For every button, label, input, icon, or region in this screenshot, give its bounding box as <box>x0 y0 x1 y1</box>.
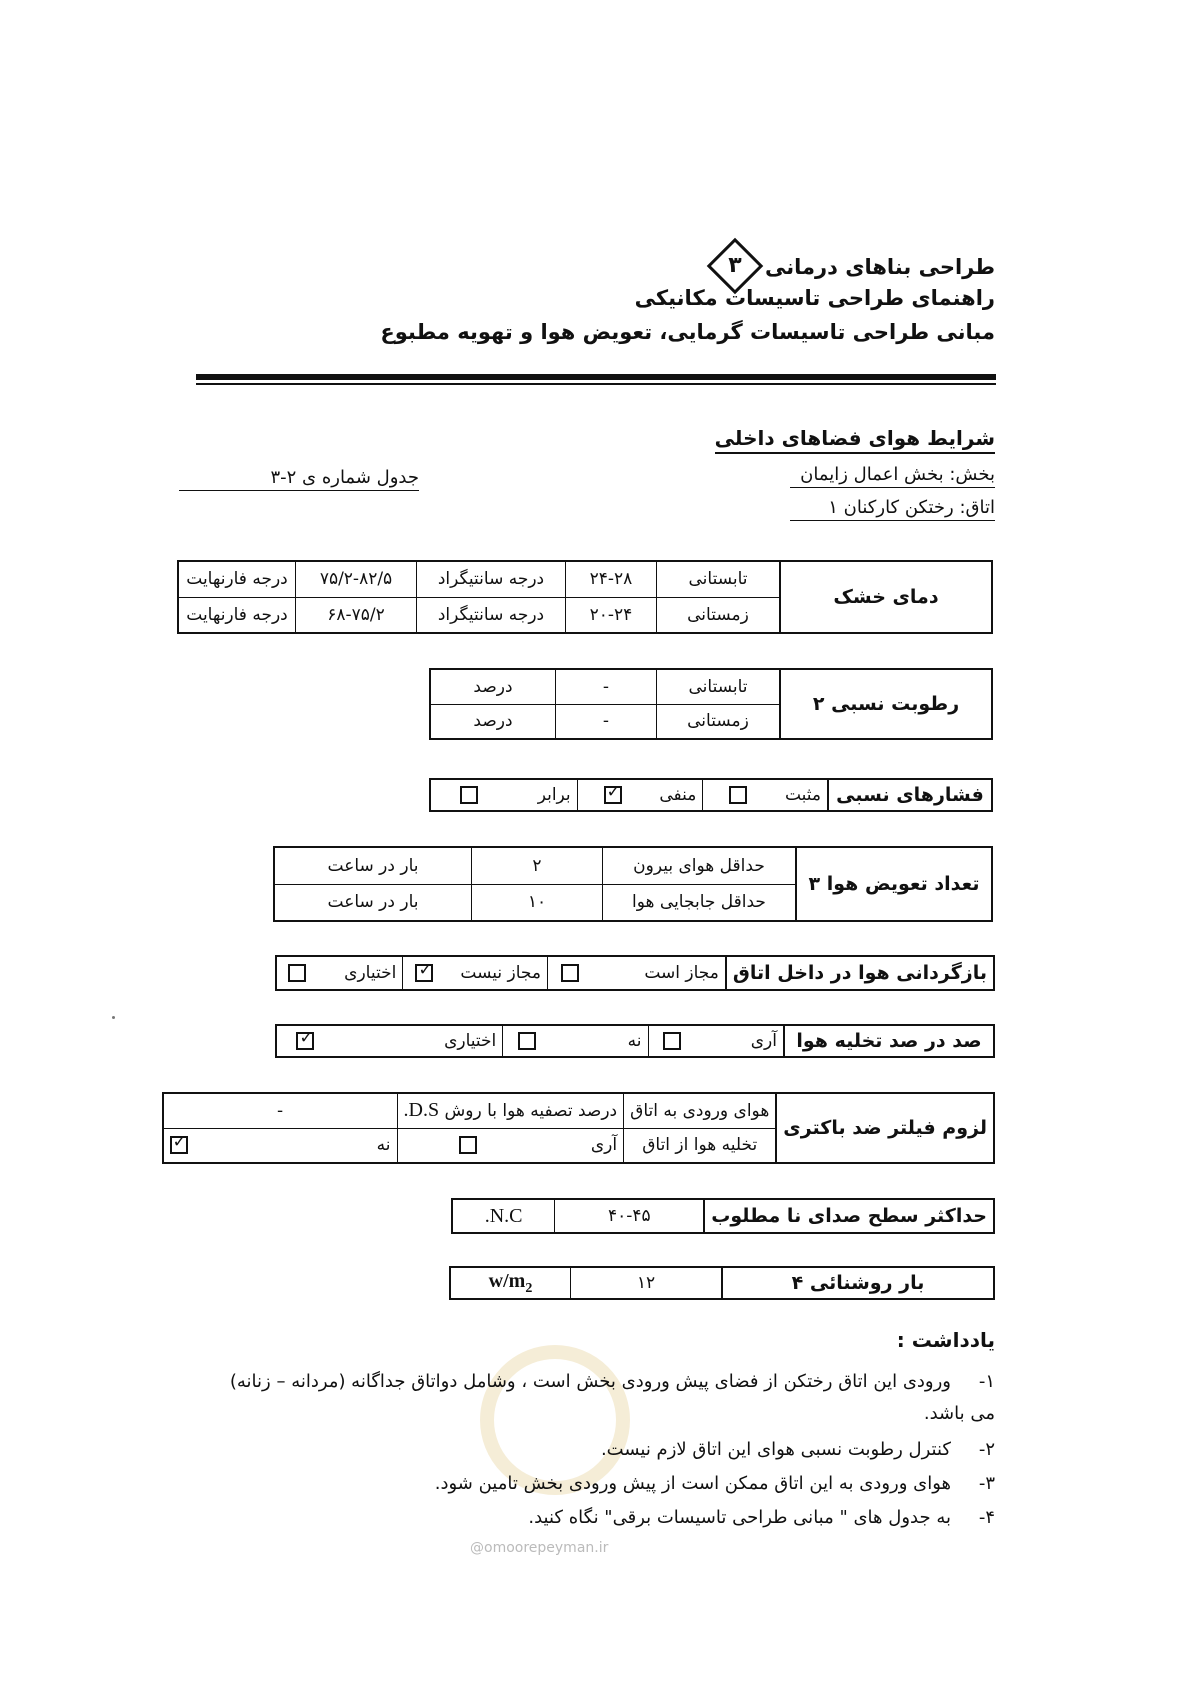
air-change-title: تعداد تعویض هوا ۳ <box>796 847 992 921</box>
header-title-3: مبانی طراحی تاسیسات گرمایی، تعویض هوا و تهویه مطبوع <box>380 320 995 344</box>
note-item: ۲-کنترل رطوبت نسبی هوای این اتاق لازم نیست. <box>600 1439 995 1460</box>
celsius-summer: ۲۴-۲۸ <box>566 561 657 597</box>
celsius-unit: درجه سانتیگراد <box>417 597 566 633</box>
air-change-unit: بار در ساعت <box>274 847 472 884</box>
exhaust-option-yes: آری <box>648 1025 784 1057</box>
exhaust-option-no: نه <box>503 1025 648 1057</box>
filter-inlet-label: هوای ورودی به اتاق <box>624 1093 777 1128</box>
recirculation-option-allowed: مجاز است <box>548 956 726 990</box>
pressure-table <box>429 778 993 812</box>
season-summer: تابستانی <box>657 561 781 597</box>
note-item: ۱-ورودی این اتاق رختکن از فضای پیش ورودی بخش است ، وشامل دواتاق جداگانه (مردانه – زنانه) می باشد. <box>229 1371 995 1424</box>
chapter-badge: ۳ <box>706 238 763 295</box>
dry-temp-title: دمای خشک <box>780 561 992 633</box>
min-outdoor-air-label: حداقل هوای بیرون <box>603 847 797 884</box>
pressure-option-equal: برابر <box>430 779 577 811</box>
humidity-summer-value: - <box>556 669 657 704</box>
pressure-title: فشارهای نسبی <box>828 779 992 811</box>
noise-unit: N.C. <box>452 1199 555 1233</box>
fahrenheit-summer: ۷۵/۲-۸۲/۵ <box>296 561 417 597</box>
pressure-equal-checkbox[interactable] <box>460 786 478 804</box>
filter-inlet-value: - <box>163 1093 398 1128</box>
min-outdoor-air-value: ۲ <box>472 847 603 884</box>
exhaust-title: صد در صد تخلیه هوا <box>784 1025 994 1057</box>
lighting-table <box>449 1266 995 1300</box>
header-divider <box>196 374 996 380</box>
room-field: اتاق: رختکن کارکنان ۱ <box>790 497 995 521</box>
table-number: جدول شماره ی ۲-۳ <box>179 467 419 491</box>
exhaust-table <box>275 1024 995 1058</box>
recirculation-allowed-checkbox[interactable] <box>561 964 579 982</box>
recirculation-title: بازگردانی هوا در داخل اتاق <box>726 956 994 990</box>
fahrenheit-winter: ۶۸-۷۵/۲ <box>296 597 417 633</box>
section-title: شرایط هوای فضاهای داخلی <box>715 426 995 454</box>
humidity-unit: درصد <box>430 704 556 739</box>
exhaust-yes-checkbox[interactable] <box>663 1032 681 1050</box>
fahrenheit-unit: درجه فارنهایت <box>178 597 296 633</box>
header-divider-thin <box>196 383 996 385</box>
filter-exhaust-no-checkbox[interactable] <box>170 1136 188 1154</box>
header-title-1: طراحی بناهای درمانی <box>765 255 995 279</box>
air-change-unit: بار در ساعت <box>274 884 472 921</box>
humidity-season-summer: تابستانی <box>657 669 781 704</box>
watermark-text: @omoorepeyman.ir <box>470 1540 609 1556</box>
filter-table <box>162 1092 995 1164</box>
noise-value: ۴۰-۴۵ <box>555 1199 705 1233</box>
humidity-unit: درصد <box>430 669 556 704</box>
lighting-unit: $w/m_2$ <box>450 1267 571 1299</box>
dry-temp-table <box>177 560 993 634</box>
recirculation-table <box>275 955 995 991</box>
notes-title: یادداشت : <box>896 1328 995 1352</box>
filter-exhaust-label: تخلیه هوا از اتاق <box>624 1128 777 1163</box>
humidity-winter-value: - <box>556 704 657 739</box>
note-item: ۳-هوای ورودی به این اتاق ممکن است از پیش ورودی بخش تامین شود. <box>434 1473 995 1494</box>
season-winter: زمستانی <box>657 597 781 633</box>
exhaust-no-checkbox[interactable] <box>518 1032 536 1050</box>
filter-exhaust-yes-checkbox[interactable] <box>459 1136 477 1154</box>
header-title-2: راهنمای طراحی تاسیسات مکانیکی <box>634 286 995 310</box>
noise-title: حداکثر سطح صدای نا مطلوب <box>704 1199 994 1233</box>
recirculation-option-optional: اختیاری <box>276 956 403 990</box>
exhaust-optional-checkbox[interactable] <box>296 1032 314 1050</box>
scan-speck <box>112 1016 115 1019</box>
min-air-movement-label: حداقل جابجایی هوا <box>603 884 797 921</box>
celsius-winter: ۲۰-۲۴ <box>566 597 657 633</box>
pressure-negative-checkbox[interactable] <box>604 786 622 804</box>
humidity-season-winter: زمستانی <box>657 704 781 739</box>
humidity-title: رطوبت نسبی ۲ <box>780 669 992 739</box>
pressure-option-positive: مثبت <box>703 779 828 811</box>
recirculation-optional-checkbox[interactable] <box>288 964 306 982</box>
filter-title: لزوم فیلتر ضد باکتری <box>776 1093 994 1163</box>
recirculation-option-not-allowed: مجاز نیست ✓ <box>403 956 548 990</box>
department-field: بخش: بخش اعمال زایمان <box>790 464 995 488</box>
celsius-unit: درجه سانتیگراد <box>417 561 566 597</box>
min-air-movement-value: ۱۰ <box>472 884 603 921</box>
noise-table <box>451 1198 995 1234</box>
pressure-positive-checkbox[interactable] <box>729 786 747 804</box>
note-item: ۴-به جدول های " مبانی طراحی تاسیسات برقی" نگاه کنید. <box>528 1507 995 1528</box>
fahrenheit-unit: درجه فارنهایت <box>178 561 296 597</box>
filter-inlet-method: درصد تصفیه هوا با روش D.S. <box>397 1093 624 1128</box>
pressure-option-negative: منفی ✓ <box>577 779 703 811</box>
exhaust-option-optional: اختیاری ✓ <box>276 1025 503 1057</box>
lighting-value: ۱۲ <box>571 1267 723 1299</box>
air-change-table <box>273 846 993 922</box>
humidity-table <box>429 668 993 740</box>
header-line-1 <box>712 248 995 288</box>
filter-exhaust-yes: آری <box>397 1128 624 1163</box>
lighting-title: بار روشنائی ۴ <box>722 1267 994 1299</box>
filter-exhaust-no: نه ✓ <box>163 1128 398 1163</box>
recirculation-not-allowed-checkbox[interactable] <box>415 964 433 982</box>
